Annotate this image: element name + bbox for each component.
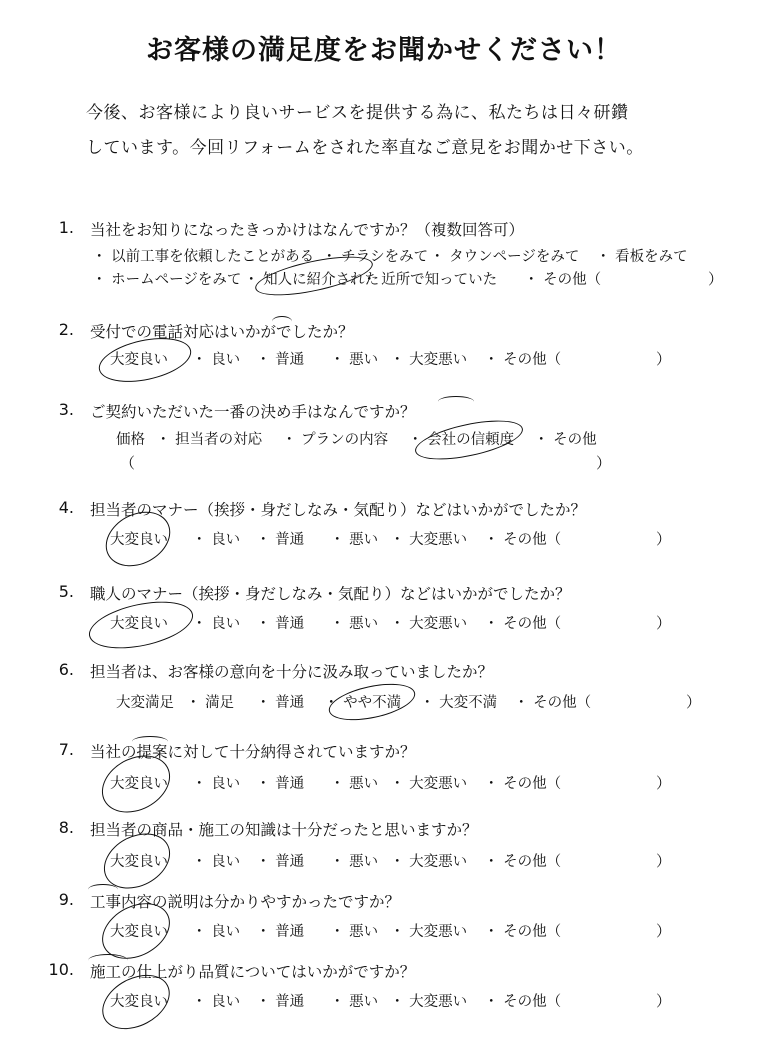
intro-line-1: 今後、お客様により良いサービスを提供する為に、私たちは日々研鑽 xyxy=(86,103,629,123)
close-paren: ） xyxy=(686,693,702,711)
close-paren: ） xyxy=(656,852,672,870)
question-number: 1. xyxy=(58,218,74,237)
option-row xyxy=(0,920,768,942)
option-row xyxy=(0,691,768,713)
option-other[interactable]: ・ その他（ xyxy=(484,776,562,792)
option-average[interactable]: ・ 普通 xyxy=(256,352,305,368)
other-row xyxy=(0,452,768,474)
option-good[interactable]: ・ 良い xyxy=(192,616,241,632)
option-good[interactable]: ・ 良い xyxy=(192,352,241,368)
option-row xyxy=(0,348,768,370)
option-other[interactable]: ・ その他 xyxy=(534,432,597,448)
close-paren: ） xyxy=(656,992,672,1010)
close-paren: ） xyxy=(708,270,724,288)
question-number: 9. xyxy=(58,890,74,909)
option-very-bad[interactable]: ・ 大変悪い xyxy=(390,352,468,368)
option-row xyxy=(0,772,768,794)
pen-mark xyxy=(438,396,474,407)
option-other[interactable]: ・ その他（ xyxy=(524,272,602,288)
option-price[interactable]: 価格 xyxy=(116,432,145,448)
option-bad[interactable]: ・ 悪い xyxy=(330,616,379,632)
question-text: 施工の仕上がり品質についてはいかがですか？ xyxy=(90,963,416,981)
page-title: お客様の満足度をお聞かせください！ xyxy=(146,35,622,66)
option-satisfied[interactable]: ・ 満足 xyxy=(186,695,235,711)
option-other[interactable]: ・ その他（ xyxy=(484,616,562,632)
question-number: 5. xyxy=(58,582,74,601)
option-homepage[interactable]: ・ ホームページをみて xyxy=(92,272,242,288)
option-other[interactable]: ・ その他（ xyxy=(484,924,562,940)
option-other[interactable]: ・ その他（ xyxy=(484,352,562,368)
option-very-good[interactable]: 大変良い xyxy=(110,854,168,870)
close-paren: ） xyxy=(656,922,672,940)
option-other[interactable]: ・ その他（ xyxy=(484,994,562,1010)
option-very-bad[interactable]: ・ 大変悪い xyxy=(390,616,468,632)
question-number: 3. xyxy=(58,400,74,419)
option-average[interactable]: ・ 普通 xyxy=(256,924,305,940)
option-good[interactable]: ・ 良い xyxy=(192,776,241,792)
close-paren: ） xyxy=(656,530,672,548)
open-paren: （ xyxy=(120,454,136,472)
option-prior-work[interactable]: ・ 以前工事を依頼したことがある xyxy=(92,249,315,265)
option-average[interactable]: ・ 普通 xyxy=(256,854,305,870)
option-other[interactable]: ・ その他（ xyxy=(484,532,562,548)
option-very-good[interactable]: 大変良い xyxy=(110,352,168,368)
option-very-good[interactable]: 大変良い xyxy=(110,924,168,940)
question-text: 受付での電話対応はいかがでしたか？ xyxy=(90,323,354,341)
option-row-2 xyxy=(0,268,768,290)
option-row xyxy=(0,428,768,450)
option-other[interactable]: ・ その他（ xyxy=(514,695,592,711)
question-number: 6. xyxy=(58,660,74,679)
option-very-satisfied[interactable]: 大変満足 xyxy=(116,695,174,711)
option-referral[interactable]: ・ 知人に紹介された xyxy=(244,272,380,288)
option-good[interactable]: ・ 良い xyxy=(192,994,241,1010)
option-very-bad[interactable]: ・ 大変悪い xyxy=(390,532,468,548)
option-average[interactable]: ・ 普通 xyxy=(256,616,305,632)
option-bad[interactable]: ・ 悪い xyxy=(330,352,379,368)
option-average[interactable]: ・ 普通 xyxy=(256,695,305,711)
option-row xyxy=(0,850,768,872)
option-bad[interactable]: ・ 悪い xyxy=(330,532,379,548)
option-average[interactable]: ・ 普通 xyxy=(256,776,305,792)
question-text: 当社をお知りになったきっかけはなんですか？（複数回答可） xyxy=(90,221,525,239)
option-good[interactable]: ・ 良い xyxy=(192,924,241,940)
question-text: 担当者の商品・施工の知識は十分だったと思いますか？ xyxy=(90,821,478,839)
option-row xyxy=(0,612,768,634)
option-very-bad[interactable]: ・ 大変悪い xyxy=(390,994,468,1010)
question-text: 職人のマナー（挨拶・身だしなみ・気配り）などはいかがでしたか？ xyxy=(90,585,571,603)
option-townpage[interactable]: ・ タウンページをみて xyxy=(430,249,580,265)
option-good[interactable]: ・ 良い xyxy=(192,532,241,548)
option-very-unsatisfied[interactable]: ・ 大変不満 xyxy=(420,695,498,711)
option-signboard[interactable]: ・ 看板をみて xyxy=(596,249,688,265)
option-row xyxy=(0,528,768,550)
option-slightly-unsatisfied[interactable]: ・ やや不満 xyxy=(324,695,402,711)
close-paren: ） xyxy=(656,614,672,632)
question-text: ご契約いただいた一番の決め手はなんですか？ xyxy=(90,403,416,421)
close-paren: ） xyxy=(656,774,672,792)
close-paren: ） xyxy=(596,454,612,472)
option-staff-response[interactable]: ・ 担当者の対応 xyxy=(156,432,263,448)
option-very-bad[interactable]: ・ 大変悪い xyxy=(390,854,468,870)
option-very-bad[interactable]: ・ 大変悪い xyxy=(390,924,468,940)
option-nearby[interactable]: ・ 近所で知っていた xyxy=(362,272,498,288)
option-row-1 xyxy=(0,245,768,267)
option-plan-content[interactable]: ・ プランの内容 xyxy=(282,432,389,448)
option-very-good[interactable]: 大変良い xyxy=(110,994,168,1010)
question-number: 4. xyxy=(58,498,74,517)
question-number: 7. xyxy=(58,740,74,759)
option-very-good[interactable]: 大変良い xyxy=(110,776,168,792)
option-flyer[interactable]: ・ チラシをみて xyxy=(322,249,429,265)
option-other[interactable]: ・ その他（ xyxy=(484,854,562,870)
question-number: 8. xyxy=(58,818,74,837)
option-very-bad[interactable]: ・ 大変悪い xyxy=(390,776,468,792)
option-average[interactable]: ・ 普通 xyxy=(256,994,305,1010)
option-company-trust[interactable]: ・ 会社の信頼度 xyxy=(408,432,515,448)
option-average[interactable]: ・ 普通 xyxy=(256,532,305,548)
question-text: 当社の提案に対して十分納得されていますか？ xyxy=(90,743,416,761)
option-very-good[interactable]: 大変良い xyxy=(110,532,168,548)
question-text: 担当者のマナー（挨拶・身だしなみ・気配り）などはいかがでしたか？ xyxy=(90,501,587,519)
option-good[interactable]: ・ 良い xyxy=(192,854,241,870)
close-paren: ） xyxy=(656,350,672,368)
option-bad[interactable]: ・ 悪い xyxy=(330,776,379,792)
option-bad[interactable]: ・ 悪い xyxy=(330,854,379,870)
option-bad[interactable]: ・ 悪い xyxy=(330,924,379,940)
question-number: 2. xyxy=(58,320,74,339)
question-text: 工事内容の説明は分かりやすかったですか？ xyxy=(90,893,401,911)
option-bad[interactable]: ・ 悪い xyxy=(330,994,379,1010)
question-number: 10. xyxy=(48,960,74,979)
option-row xyxy=(0,990,768,1012)
intro-line-2: しています。今回リフォームをされた率直なご意見をお聞かせ下さい。 xyxy=(86,138,644,158)
question-text: 担当者は、お客様の意向を十分に汲み取っていましたか？ xyxy=(90,663,494,681)
option-very-good[interactable]: 大変良い xyxy=(110,616,168,632)
